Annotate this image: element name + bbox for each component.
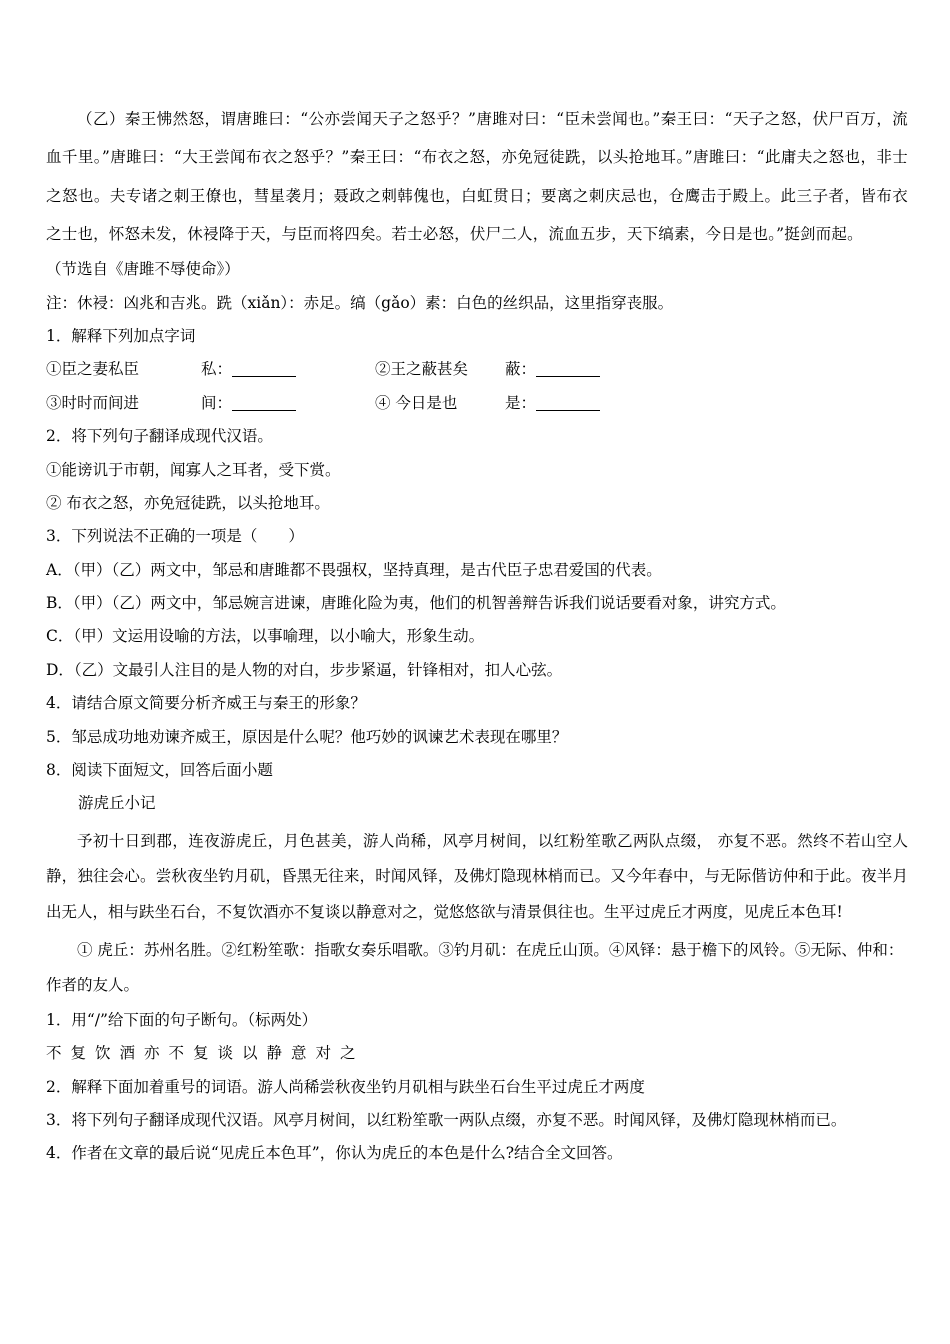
answer-label: 间： [201,393,233,412]
question-2-item: ② 布衣之怒，亦免冠徒跣，以头抢地耳。 [46,493,330,512]
section-8-question-3: 3．将下列句子翻译成现代汉语。风亭月树间，以红粉笙歌一两队点缀，亦复不恶。时闻风铎，及佛灯隐现林梢而已。 [46,1110,847,1129]
option-d[interactable]: D．（乙）文最引人注目的是人物的对白，步步紧逼，针锋相对，扣人心弦。 [46,660,563,679]
answer-blank[interactable] [232,356,296,377]
question-1-row [46,387,908,420]
answer-slot [505,353,600,386]
question-1-item: ③时时而间进 [46,393,140,412]
question-1-item: ②王之蔽甚矣 [375,360,469,379]
section-8-heading: 8．阅读下面短文，回答后面小题 [46,761,273,780]
essay-notes: ① 虎丘：苏州名胜。②红粉笙歌：指歌女奏乐唱歌。③钓月矶：在虎丘山顶。④风铎：悬于檐下的风铃。⑤无际、仲和：作者的友人。 [46,940,904,995]
answer-slot [201,353,296,386]
option-c[interactable]: C．（甲）文运用设喻的方法，以事喻理，以小喻大，形象生动。 [46,627,485,646]
answer-label: 蔽： [505,360,537,379]
punctuation-sentence: 不复饮酒亦不复谈以静意对之 [46,1044,365,1063]
passage-note: 注：休祲：凶兆和吉兆。跣（xiǎn）：赤足。缟（gǎo）素：白色的丝织品，这里指穿丧服。 [46,293,674,312]
section-8-question-2: 2．解释下面加着重号的词语。游人尚稀尝秋夜坐钓月矶相与趺坐石台生平过虎丘才两度 [46,1077,645,1096]
document-page [46,100,908,1171]
question-3-title: 3．下列说法不正确的一项是（ ） [46,527,304,546]
section-8-question-1: 1．用“/”给下面的句子断句。（标两处） [46,1010,318,1029]
answer-label: 是： [505,393,537,412]
question-1-row [46,353,908,386]
answer-slot [201,387,296,420]
passage-yi-text: （乙）秦王怫然怒，谓唐雎曰：“公亦尝闻天子之怒乎？”唐雎对曰：“臣未尝闻也。”秦王曰：“天子之怒，伏尸百万，流血千里。”唐雎曰：“大王尝闻布衣之怒乎？”秦王曰：“布衣之怒，亦免冠徒跣，以头抢地耳。”唐雎曰：“此庸夫之怒也，非士之怒也。夫专诸之刺王僚也，彗星袭月；聂政之刺韩傀也，白虹贯日；要离之刺庆忌也，仓鹰击于殿上。此三子者，皆布衣之士也，怀怒未发，休祲降于天，与臣而将四矣。若士必怒，伏尸二人，流血五步，天下缟素，今日是也。”挺剑而起。 [46,110,908,243]
option-a[interactable]: A．（甲）（乙）两文中，邹忌和唐雎都不畏强权，坚持真理，是古代臣子忠君爱国的代表。 [46,560,662,579]
section-8-question-4: 4．作者在文章的最后说“见虎丘本色耳”，你认为虎丘的本色是什么?结合全文回答。 [46,1144,623,1163]
essay-body: 予初十日到郡，连夜游虎丘，月色甚美，游人尚稀，风亭月树间，以红粉笙歌乙两队点缀， 亦复不恶。然终不若山空人静，独往会心。尝秋夜坐钓月矶，昏黑无往来，时闻风铎，及佛灯隐现林梢而已。又今年春中，与无际偕访仲和于此。夜半月出无人，相与趺坐石台，不复饮酒亦不复谈以静意对之，觉悠悠欲与清景俱往也。生平过虎丘才两度，见虎丘本色耳! [46,831,908,922]
answer-blank[interactable] [536,390,600,411]
question-2-item: ①能谤讥于市朝，闻寡人之耳者，受下赏。 [46,460,341,479]
question-4: 4．请结合原文简要分析齐威王与秦王的形象？ [46,694,366,713]
passage-source: （节选自《唐雎不辱使命》） [46,260,240,279]
option-b[interactable]: B．（甲）（乙）两文中，邹忌婉言进谏，唐雎化险为夷，他们的机智善辩告诉我们说话要看对象，讲究方式。 [46,594,786,613]
question-1-title: 1．解释下列加点字词 [46,326,196,345]
answer-blank[interactable] [232,390,296,411]
answer-slot [505,387,600,420]
answer-label: 私： [201,360,233,379]
essay-title: 游虎丘小记 [78,794,156,813]
question-1-item: ④ 今日是也 [375,393,458,412]
question-5: 5．邹忌成功地劝谏齐威王，原因是什么呢？他巧妙的讽谏艺术表现在哪里？ [46,727,568,746]
question-2-title: 2．将下列句子翻译成现代汉语。 [46,427,273,446]
answer-blank[interactable] [536,356,600,377]
question-1-item: ①臣之妻私臣 [46,360,140,379]
